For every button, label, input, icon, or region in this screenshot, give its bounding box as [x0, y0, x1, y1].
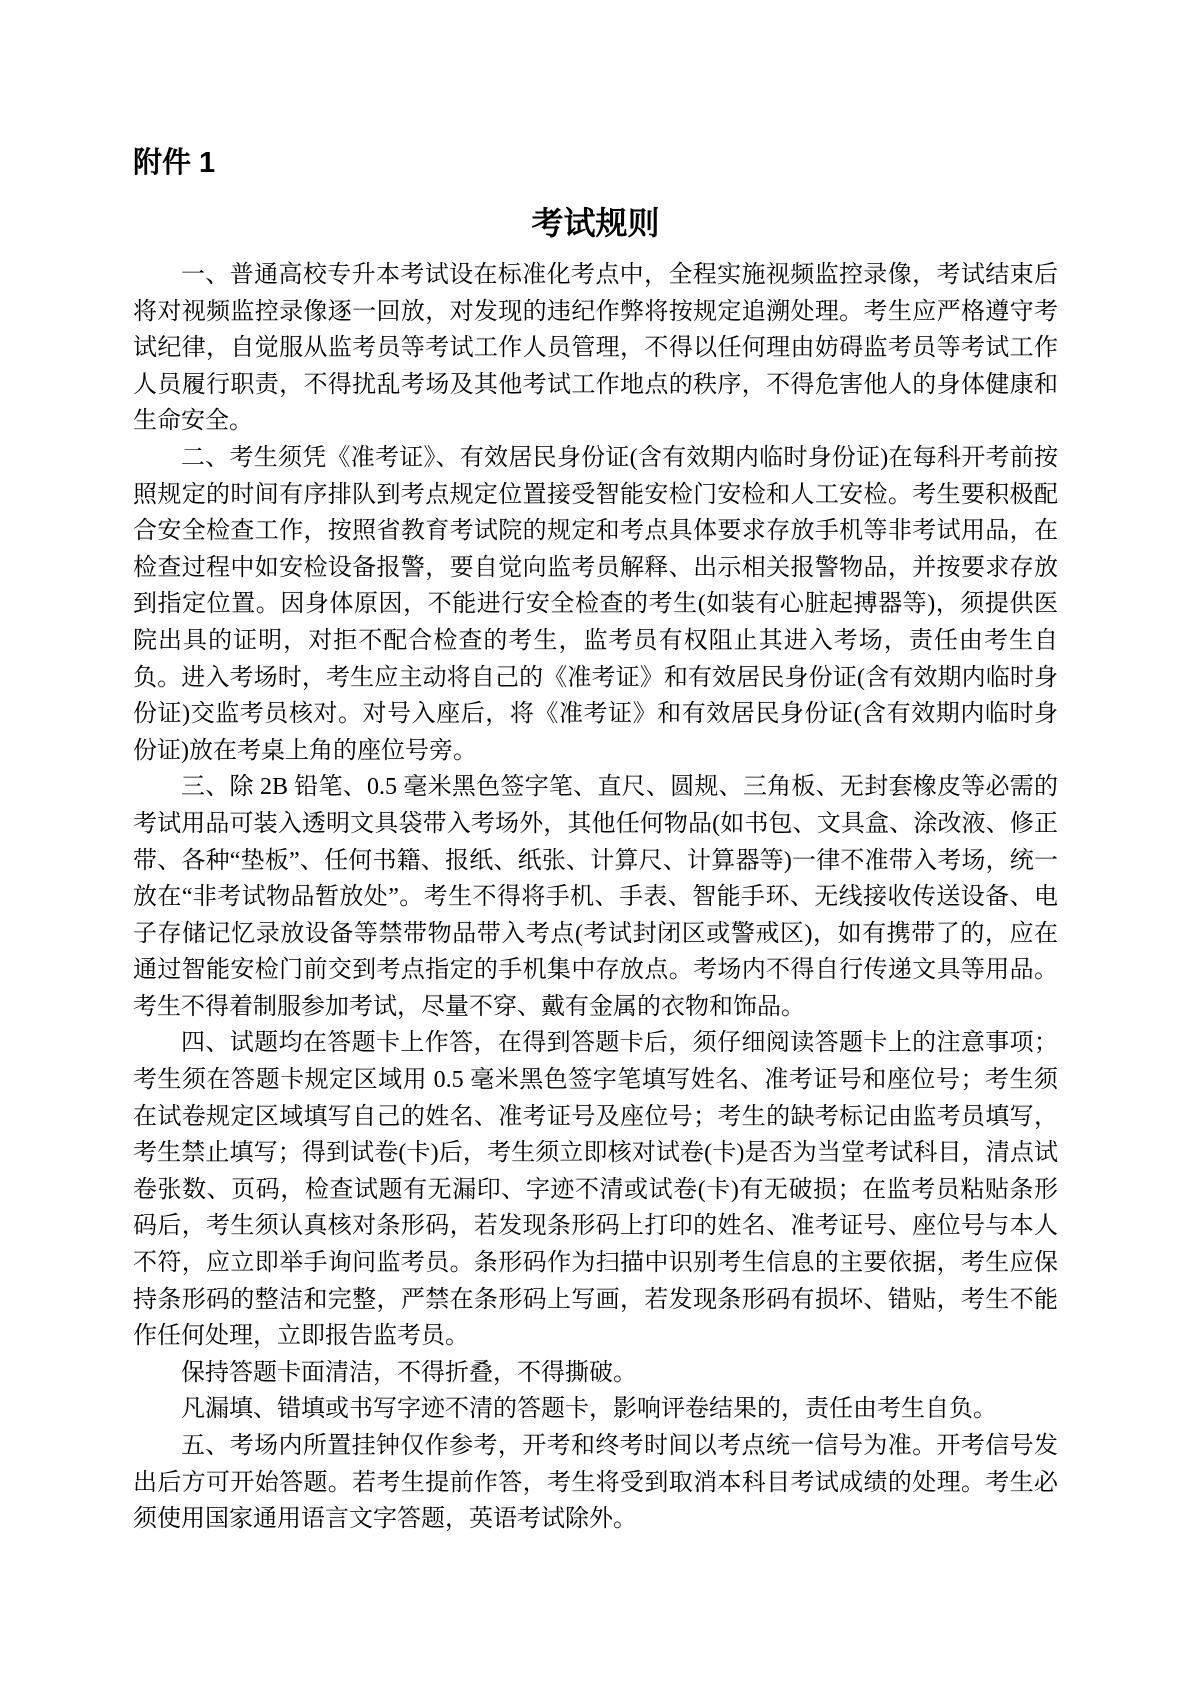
paragraph-rule-4-note-2: 凡漏填、错填或书写字迹不清的答题卡，影响评卷结果的，责任由考生自负。: [181, 1396, 997, 1423]
paragraph-rule-4-note-1: 保持答题卡面清洁，不得折叠，不得撕破。: [181, 1359, 637, 1386]
attachment-label: 附件 1: [133, 147, 216, 179]
paragraph-rule-5: 五、考场内所置挂钟仅作参考，开考和终考时间以考点统一信号为准。开考信号发出后方可开始答题。若考生提前作答，考生将受到取消本科目考试成绩的处理。考生必须使用国家通用语言文字答题，英语考试除外。: [133, 1433, 1058, 1533]
document-title: 考试规则: [531, 205, 660, 241]
paragraph-rule-2: 二、考生须凭《准考证》、有效居民身份证(含有效期内临时身份证)在每科开考前按照规定的时间有序排队到考点规定位置接受智能安检门安检和人工安检。考生要积极配合安全检查工作，按照省教育考试院的规定和考点具体要求存放手机等非考试用品，在检查过程中如安检设备报警，要自觉向监考员解释、出示相关报警物品，并按要求存放到指定位置。因身体原因，不能进行安全检查的考生(如装有心脏起搏器等)，须提供医院出具的证明，对拒不配合检查的考生，监考员有权阻止其进入考场，责任由考生自负。进入考场时，考生应主动将自己的《准考证》和有效居民身份证(含有效期内临时身份证)交监考员核对。对号入座后，将《准考证》和有效居民身份证(含有效期内临时身份证)放在考桌上角的座位号旁。: [133, 444, 1058, 764]
paragraph-rule-1: 一、普通高校专升本考试设在标准化考点中，全程实施视频监控录像，考试结束后将对视频监控录像逐一回放，对发现的违纪作弊将按规定追溯处理。考生应严格遵守考试纪律，自觉服从监考员等考试工作人员管理，不得以任何理由妨碍监考员等考试工作人员履行职责，不得扰乱考场及其他考试工作地点的秩序，不得危害他人的身体健康和生命安全。: [133, 262, 1058, 435]
paragraph-rule-4: 四、试题均在答题卡上作答，在得到答题卡后，须仔细阅读答题卡上的注意事项；考生须在答题卡规定区域用 0.5 毫米黑色签字笔填写姓名、准考证号和座位号；考生须在试卷规定区域填写自己的姓名、准考证号及座位号；考生的缺考标记由监考员填写，考生禁止填写；得到试卷(卡)后，考生须立即核对试卷(卡)是否为当堂考试科目，清点试卷张数、页码，检查试题有无漏印、字迹不清或试卷(卡)有无破损；在监考员粘贴条形码后，考生须认真核对条形码，若发现条形码上打印的姓名、准考证号、座位号与本人不符，应立即举手询问监考员。条形码作为扫描中识别考生信息的主要依据，考生应保持条形码的整洁和完整，严禁在条形码上写画，若发现条形码有损坏、错贴，考生不能作任何处理，立即报告监考员。: [133, 1030, 1058, 1350]
paragraph-rule-3: 三、除 2B 铅笔、0.5 毫米黑色签字笔、直尺、圆规、三角板、无封套橡皮等必需的考试用品可装入透明文具袋带入考场外，其他任何物品(如书包、文具盒、涂改液、修正带、各种“垫板”、任何书籍、报纸、纸张、计算尺、计算器等)一律不准带入考场，统一放在“非考试物品暂放处”。考生不得将手机、手表、智能手环、无线接收传送设备、电子存储记忆录放设备等禁带物品带入考点(考试封闭区或警戒区)，如有携带了的，应在通过智能安检门前交到考点指定的手机集中存放点。考场内不得自行传递文具等用品。考生不得着制服参加考试，尽量不穿、戴有金属的衣物和饰品。: [133, 774, 1058, 1020]
document-body: [133, 257, 1058, 1538]
